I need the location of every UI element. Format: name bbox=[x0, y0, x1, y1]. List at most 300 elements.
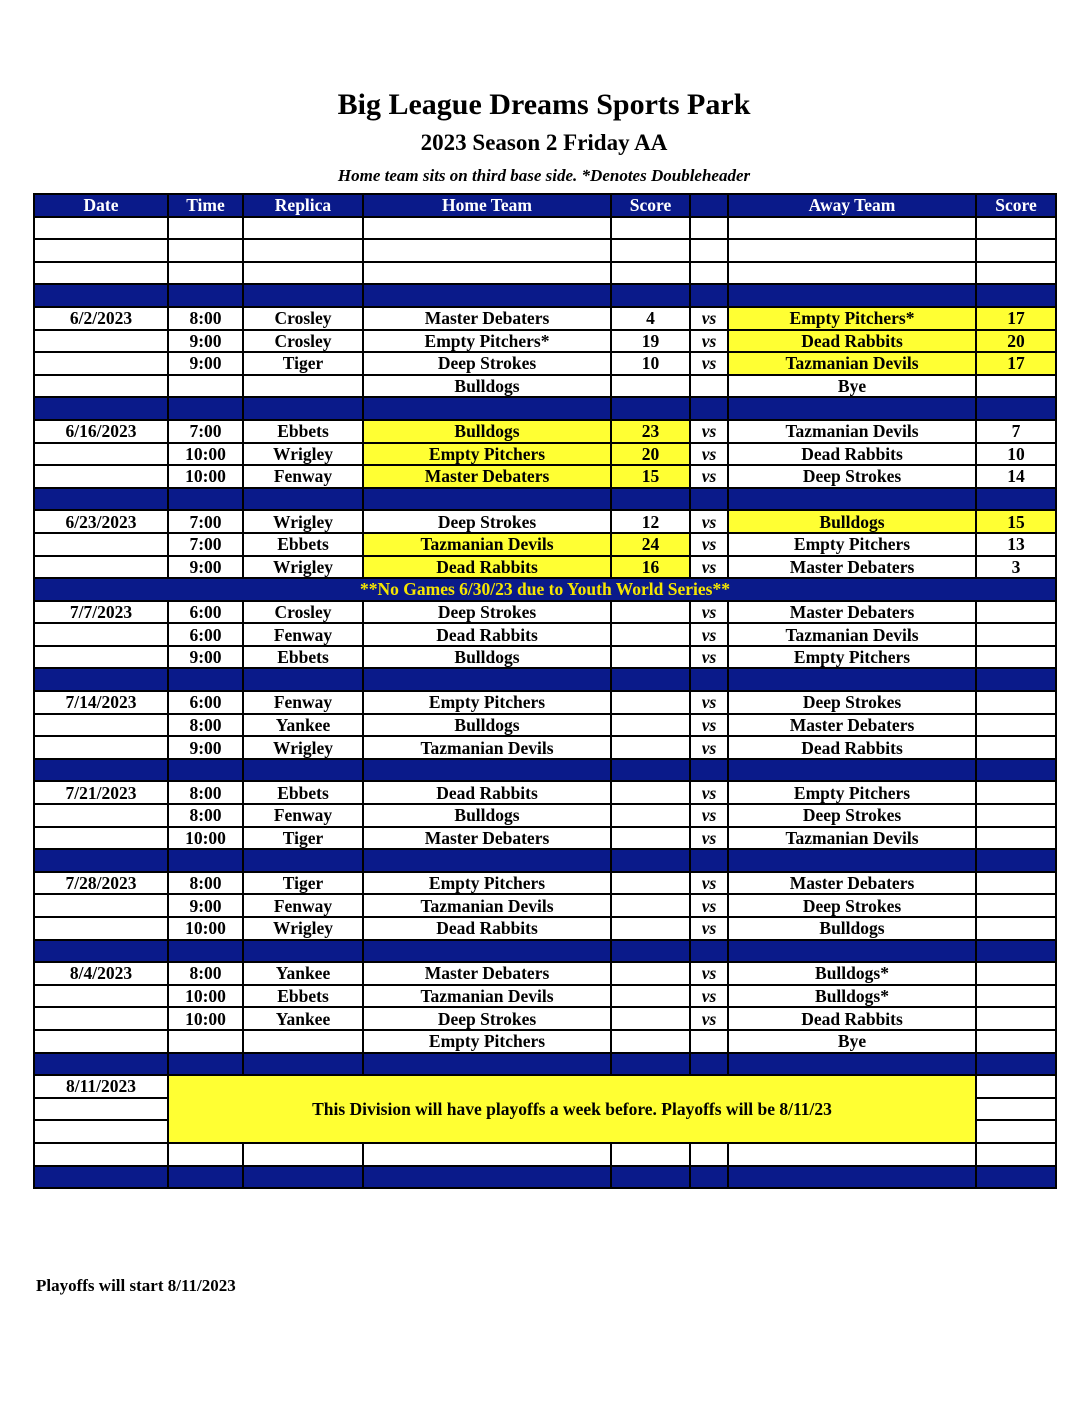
game-time: 6:00 bbox=[168, 623, 243, 646]
home-team: Bulldogs bbox=[363, 714, 611, 737]
game-row bbox=[34, 307, 1056, 330]
empty-cell bbox=[976, 940, 1056, 963]
game-field: Fenway bbox=[243, 894, 363, 917]
empty-cell bbox=[168, 217, 243, 240]
vs-label: vs bbox=[690, 962, 728, 985]
game-field: Tiger bbox=[243, 352, 363, 375]
game-time: 7:00 bbox=[168, 510, 243, 533]
game-field: Yankee bbox=[243, 714, 363, 737]
vs-label: vs bbox=[690, 804, 728, 827]
away-score bbox=[976, 736, 1056, 759]
game-row bbox=[34, 691, 1056, 714]
away-team: Bye bbox=[728, 1030, 976, 1053]
empty-cell bbox=[168, 239, 243, 262]
empty-cell bbox=[728, 668, 976, 691]
empty-cell bbox=[168, 849, 243, 872]
empty-cell bbox=[243, 217, 363, 240]
week-separator bbox=[34, 1053, 1056, 1076]
empty-cell bbox=[728, 940, 976, 963]
empty-cell bbox=[243, 1053, 363, 1076]
game-time: 8:00 bbox=[168, 872, 243, 895]
game-time: 9:00 bbox=[168, 646, 243, 669]
away-score bbox=[976, 872, 1056, 895]
away-score bbox=[976, 691, 1056, 714]
home-score bbox=[611, 375, 690, 398]
home-score: 16 bbox=[611, 556, 690, 579]
home-team: Empty Pitchers bbox=[363, 443, 611, 466]
home-score bbox=[611, 736, 690, 759]
game-field: Wrigley bbox=[243, 917, 363, 940]
empty-cell bbox=[976, 668, 1056, 691]
playoff-banner: This Division will have playoffs a week before. Playoffs will be 8/11/23 bbox=[168, 1075, 976, 1143]
game-date bbox=[34, 917, 168, 940]
empty-cell bbox=[34, 1053, 168, 1076]
game-field: Ebbets bbox=[243, 985, 363, 1008]
game-time: 6:00 bbox=[168, 601, 243, 624]
away-team: Bulldogs* bbox=[728, 985, 976, 1008]
away-score bbox=[976, 1030, 1056, 1053]
game-time: 8:00 bbox=[168, 962, 243, 985]
schedule-table bbox=[33, 193, 1057, 1189]
game-date bbox=[34, 375, 168, 398]
col-away-score: Score bbox=[976, 194, 1056, 217]
empty-cell bbox=[168, 1053, 243, 1076]
vs-label: vs bbox=[690, 736, 728, 759]
away-team: Tazmanian Devils bbox=[728, 623, 976, 646]
game-row bbox=[34, 917, 1056, 940]
away-team: Dead Rabbits bbox=[728, 1007, 976, 1030]
game-time: 10:00 bbox=[168, 985, 243, 1008]
header-row bbox=[34, 194, 1056, 217]
game-field: Ebbets bbox=[243, 646, 363, 669]
away-score bbox=[976, 804, 1056, 827]
game-date: 6/2/2023 bbox=[34, 307, 168, 330]
game-row bbox=[34, 533, 1056, 556]
vs-label: vs bbox=[690, 601, 728, 624]
empty-cell bbox=[168, 940, 243, 963]
game-date: 7/14/2023 bbox=[34, 691, 168, 714]
away-score bbox=[976, 646, 1056, 669]
away-team: Deep Strokes bbox=[728, 894, 976, 917]
game-date bbox=[34, 985, 168, 1008]
empty-cell bbox=[976, 759, 1056, 782]
empty-cell bbox=[728, 217, 976, 240]
empty-cell bbox=[728, 1053, 976, 1076]
game-time: 7:00 bbox=[168, 533, 243, 556]
game-time: 8:00 bbox=[168, 307, 243, 330]
empty-cell bbox=[168, 284, 243, 307]
game-field: Ebbets bbox=[243, 420, 363, 443]
empty-cell bbox=[611, 1166, 690, 1189]
game-date bbox=[34, 533, 168, 556]
home-score bbox=[611, 917, 690, 940]
away-team: Deep Strokes bbox=[728, 804, 976, 827]
game-field: Fenway bbox=[243, 691, 363, 714]
game-field: Yankee bbox=[243, 1007, 363, 1030]
home-score bbox=[611, 985, 690, 1008]
home-team: Bulldogs bbox=[363, 646, 611, 669]
game-field: Crosley bbox=[243, 307, 363, 330]
empty-cell bbox=[34, 1120, 168, 1143]
empty-cell bbox=[243, 668, 363, 691]
empty-cell bbox=[976, 488, 1056, 511]
game-time: 10:00 bbox=[168, 443, 243, 466]
home-score bbox=[611, 781, 690, 804]
page-title: Big League Dreams Sports Park bbox=[337, 88, 751, 121]
vs-label: vs bbox=[690, 827, 728, 850]
game-row bbox=[34, 330, 1056, 353]
empty-cell bbox=[34, 1166, 168, 1189]
vs-label: vs bbox=[690, 623, 728, 646]
home-score bbox=[611, 646, 690, 669]
game-field bbox=[243, 1030, 363, 1053]
home-team: Empty Pitchers bbox=[363, 872, 611, 895]
game-row bbox=[34, 1007, 1056, 1030]
vs-label: vs bbox=[690, 420, 728, 443]
game-row bbox=[34, 736, 1056, 759]
empty-cell bbox=[728, 759, 976, 782]
home-team: Bulldogs bbox=[363, 420, 611, 443]
playoff-row bbox=[34, 1075, 1056, 1098]
home-team: Tazmanian Devils bbox=[363, 985, 611, 1008]
game-field: Wrigley bbox=[243, 736, 363, 759]
empty-cell bbox=[168, 759, 243, 782]
empty-cell bbox=[611, 217, 690, 240]
game-time: 9:00 bbox=[168, 330, 243, 353]
week-separator bbox=[34, 940, 1056, 963]
game-row bbox=[34, 420, 1056, 443]
game-date bbox=[34, 736, 168, 759]
home-score bbox=[611, 1030, 690, 1053]
schedule-body bbox=[34, 217, 1056, 1189]
col-home-team: Home Team bbox=[363, 194, 611, 217]
blank-row bbox=[34, 239, 1056, 262]
bye-row bbox=[34, 1030, 1056, 1053]
game-time: 9:00 bbox=[168, 736, 243, 759]
empty-cell bbox=[168, 262, 243, 285]
home-team: Dead Rabbits bbox=[363, 781, 611, 804]
empty-cell bbox=[168, 668, 243, 691]
empty-cell bbox=[243, 1166, 363, 1189]
empty-cell bbox=[611, 1143, 690, 1166]
home-team: Empty Pitchers* bbox=[363, 330, 611, 353]
home-team: Deep Strokes bbox=[363, 510, 611, 533]
away-score bbox=[976, 827, 1056, 850]
game-row bbox=[34, 465, 1056, 488]
game-date bbox=[34, 465, 168, 488]
col-date: Date bbox=[34, 194, 168, 217]
away-score bbox=[976, 985, 1056, 1008]
home-score bbox=[611, 1007, 690, 1030]
empty-cell bbox=[976, 262, 1056, 285]
empty-cell bbox=[34, 397, 168, 420]
empty-cell bbox=[976, 217, 1056, 240]
home-team: Empty Pitchers bbox=[363, 1030, 611, 1053]
home-team: Empty Pitchers bbox=[363, 691, 611, 714]
blank-row bbox=[34, 262, 1056, 285]
bye-row bbox=[34, 375, 1056, 398]
empty-cell bbox=[611, 262, 690, 285]
game-field: Ebbets bbox=[243, 781, 363, 804]
game-row bbox=[34, 510, 1056, 533]
playoff-date: 8/11/2023 bbox=[34, 1075, 168, 1098]
empty-cell bbox=[363, 1053, 611, 1076]
away-team: Bulldogs bbox=[728, 917, 976, 940]
home-score: 19 bbox=[611, 330, 690, 353]
empty-cell bbox=[728, 488, 976, 511]
game-field: Tiger bbox=[243, 872, 363, 895]
home-score: 15 bbox=[611, 465, 690, 488]
empty-cell bbox=[34, 239, 168, 262]
game-time: 8:00 bbox=[168, 781, 243, 804]
vs-label: vs bbox=[690, 917, 728, 940]
empty-cell bbox=[168, 1143, 243, 1166]
game-time: 6:00 bbox=[168, 691, 243, 714]
game-date bbox=[34, 1007, 168, 1030]
away-team: Dead Rabbits bbox=[728, 443, 976, 466]
away-score bbox=[976, 917, 1056, 940]
away-score: 14 bbox=[976, 465, 1056, 488]
week-separator bbox=[34, 668, 1056, 691]
empty-cell bbox=[363, 1143, 611, 1166]
blank-row bbox=[34, 217, 1056, 240]
home-score: 10 bbox=[611, 352, 690, 375]
empty-cell bbox=[34, 284, 168, 307]
game-date: 7/21/2023 bbox=[34, 781, 168, 804]
empty-cell bbox=[728, 849, 976, 872]
home-score bbox=[611, 872, 690, 895]
game-field: Crosley bbox=[243, 330, 363, 353]
empty-cell bbox=[728, 239, 976, 262]
empty-cell bbox=[976, 849, 1056, 872]
empty-cell bbox=[690, 1166, 728, 1189]
empty-cell bbox=[168, 397, 243, 420]
home-team: Dead Rabbits bbox=[363, 917, 611, 940]
empty-cell bbox=[976, 1143, 1056, 1166]
away-team: Empty Pitchers bbox=[728, 781, 976, 804]
game-date bbox=[34, 827, 168, 850]
page-note: Home team sits on third base side. *Denotes Doubleheader bbox=[337, 166, 751, 185]
playoff-row bbox=[34, 1143, 1056, 1166]
game-row bbox=[34, 872, 1056, 895]
empty-cell bbox=[34, 1098, 168, 1121]
game-row bbox=[34, 556, 1056, 579]
week-separator bbox=[34, 284, 1056, 307]
away-score bbox=[976, 1007, 1056, 1030]
vs-label: vs bbox=[690, 465, 728, 488]
empty-cell bbox=[611, 397, 690, 420]
empty-cell bbox=[976, 1166, 1056, 1189]
week-separator bbox=[34, 849, 1056, 872]
empty-cell bbox=[690, 217, 728, 240]
home-score bbox=[611, 691, 690, 714]
empty-cell bbox=[690, 940, 728, 963]
empty-cell bbox=[611, 759, 690, 782]
empty-cell bbox=[611, 284, 690, 307]
home-score: 12 bbox=[611, 510, 690, 533]
game-time: 9:00 bbox=[168, 556, 243, 579]
empty-cell bbox=[728, 284, 976, 307]
game-time: 10:00 bbox=[168, 917, 243, 940]
home-score bbox=[611, 623, 690, 646]
game-row bbox=[34, 962, 1056, 985]
game-date bbox=[34, 714, 168, 737]
empty-cell bbox=[363, 262, 611, 285]
away-score: 10 bbox=[976, 443, 1056, 466]
game-date bbox=[34, 443, 168, 466]
empty-cell bbox=[243, 940, 363, 963]
vs-label: vs bbox=[690, 714, 728, 737]
empty-cell bbox=[690, 262, 728, 285]
game-date bbox=[34, 352, 168, 375]
empty-cell bbox=[243, 397, 363, 420]
away-team: Bulldogs* bbox=[728, 962, 976, 985]
home-score bbox=[611, 714, 690, 737]
home-score bbox=[611, 962, 690, 985]
away-team: Dead Rabbits bbox=[728, 330, 976, 353]
vs-label: vs bbox=[690, 330, 728, 353]
game-field: Fenway bbox=[243, 465, 363, 488]
page-subtitle: 2023 Season 2 Friday AA bbox=[420, 130, 668, 155]
empty-cell bbox=[611, 940, 690, 963]
game-date: 8/4/2023 bbox=[34, 962, 168, 985]
empty-cell bbox=[728, 262, 976, 285]
empty-cell bbox=[976, 284, 1056, 307]
empty-cell bbox=[611, 668, 690, 691]
game-date: 7/7/2023 bbox=[34, 601, 168, 624]
empty-cell bbox=[611, 1053, 690, 1076]
game-row bbox=[34, 352, 1056, 375]
game-time: 9:00 bbox=[168, 352, 243, 375]
empty-cell bbox=[976, 1120, 1056, 1143]
game-row bbox=[34, 827, 1056, 850]
home-team: Master Debaters bbox=[363, 827, 611, 850]
away-score bbox=[976, 781, 1056, 804]
vs-label: vs bbox=[690, 307, 728, 330]
empty-cell bbox=[690, 239, 728, 262]
away-team: Dead Rabbits bbox=[728, 736, 976, 759]
empty-cell bbox=[363, 940, 611, 963]
game-date: 6/23/2023 bbox=[34, 510, 168, 533]
home-team: Tazmanian Devils bbox=[363, 533, 611, 556]
vs-label: vs bbox=[690, 985, 728, 1008]
home-team: Deep Strokes bbox=[363, 601, 611, 624]
empty-cell bbox=[976, 397, 1056, 420]
game-field: Wrigley bbox=[243, 510, 363, 533]
away-team: Empty Pitchers* bbox=[728, 307, 976, 330]
notice-text: **No Games 6/30/23 due to Youth World Series** bbox=[34, 578, 1056, 601]
game-date bbox=[34, 1030, 168, 1053]
home-team: Bulldogs bbox=[363, 804, 611, 827]
empty-cell bbox=[34, 217, 168, 240]
vs-label: vs bbox=[690, 533, 728, 556]
empty-cell bbox=[690, 849, 728, 872]
col-time: Time bbox=[168, 194, 243, 217]
vs-label: vs bbox=[690, 894, 728, 917]
empty-cell bbox=[363, 668, 611, 691]
away-score: 7 bbox=[976, 420, 1056, 443]
away-team: Bye bbox=[728, 375, 976, 398]
home-team: Master Debaters bbox=[363, 307, 611, 330]
vs-label: vs bbox=[690, 510, 728, 533]
game-date bbox=[34, 646, 168, 669]
empty-cell bbox=[976, 1098, 1056, 1121]
game-time: 7:00 bbox=[168, 420, 243, 443]
home-score bbox=[611, 894, 690, 917]
away-team: Tazmanian Devils bbox=[728, 827, 976, 850]
away-score: 20 bbox=[976, 330, 1056, 353]
game-row bbox=[34, 894, 1056, 917]
empty-cell bbox=[243, 488, 363, 511]
away-team: Master Debaters bbox=[728, 556, 976, 579]
empty-cell bbox=[34, 940, 168, 963]
empty-cell bbox=[611, 239, 690, 262]
empty-cell bbox=[168, 488, 243, 511]
away-team: Deep Strokes bbox=[728, 691, 976, 714]
game-time: 10:00 bbox=[168, 465, 243, 488]
away-score bbox=[976, 623, 1056, 646]
vs-label: vs bbox=[690, 691, 728, 714]
empty-cell bbox=[34, 759, 168, 782]
col-away-team: Away Team bbox=[728, 194, 976, 217]
game-field: Ebbets bbox=[243, 533, 363, 556]
empty-cell bbox=[690, 1143, 728, 1166]
footer-note: Playoffs will start 8/11/2023 bbox=[36, 1276, 236, 1295]
game-time bbox=[168, 1030, 243, 1053]
game-date bbox=[34, 804, 168, 827]
empty-cell bbox=[690, 284, 728, 307]
empty-cell bbox=[243, 1143, 363, 1166]
empty-cell bbox=[363, 488, 611, 511]
away-score bbox=[976, 714, 1056, 737]
game-row bbox=[34, 714, 1056, 737]
game-field: Wrigley bbox=[243, 443, 363, 466]
game-date: 7/28/2023 bbox=[34, 872, 168, 895]
empty-cell bbox=[363, 284, 611, 307]
empty-cell bbox=[976, 1075, 1056, 1098]
empty-cell bbox=[728, 1143, 976, 1166]
home-team: Dead Rabbits bbox=[363, 623, 611, 646]
away-score bbox=[976, 894, 1056, 917]
empty-cell bbox=[243, 759, 363, 782]
home-score: 24 bbox=[611, 533, 690, 556]
away-team: Master Debaters bbox=[728, 872, 976, 895]
empty-cell bbox=[690, 668, 728, 691]
vs-label: vs bbox=[690, 556, 728, 579]
home-score: 23 bbox=[611, 420, 690, 443]
game-field bbox=[243, 375, 363, 398]
home-score bbox=[611, 804, 690, 827]
game-row bbox=[34, 623, 1056, 646]
empty-cell bbox=[690, 397, 728, 420]
col-home-score: Score bbox=[611, 194, 690, 217]
home-team: Master Debaters bbox=[363, 465, 611, 488]
away-score: 17 bbox=[976, 307, 1056, 330]
vs-label: vs bbox=[690, 443, 728, 466]
game-time bbox=[168, 375, 243, 398]
away-score bbox=[976, 962, 1056, 985]
away-score: 13 bbox=[976, 533, 1056, 556]
empty-cell bbox=[690, 488, 728, 511]
away-score: 15 bbox=[976, 510, 1056, 533]
away-team: Empty Pitchers bbox=[728, 646, 976, 669]
home-score: 4 bbox=[611, 307, 690, 330]
empty-cell bbox=[243, 262, 363, 285]
game-date bbox=[34, 894, 168, 917]
vs-label: vs bbox=[690, 352, 728, 375]
empty-cell bbox=[728, 1166, 976, 1189]
vs-label: vs bbox=[690, 1007, 728, 1030]
